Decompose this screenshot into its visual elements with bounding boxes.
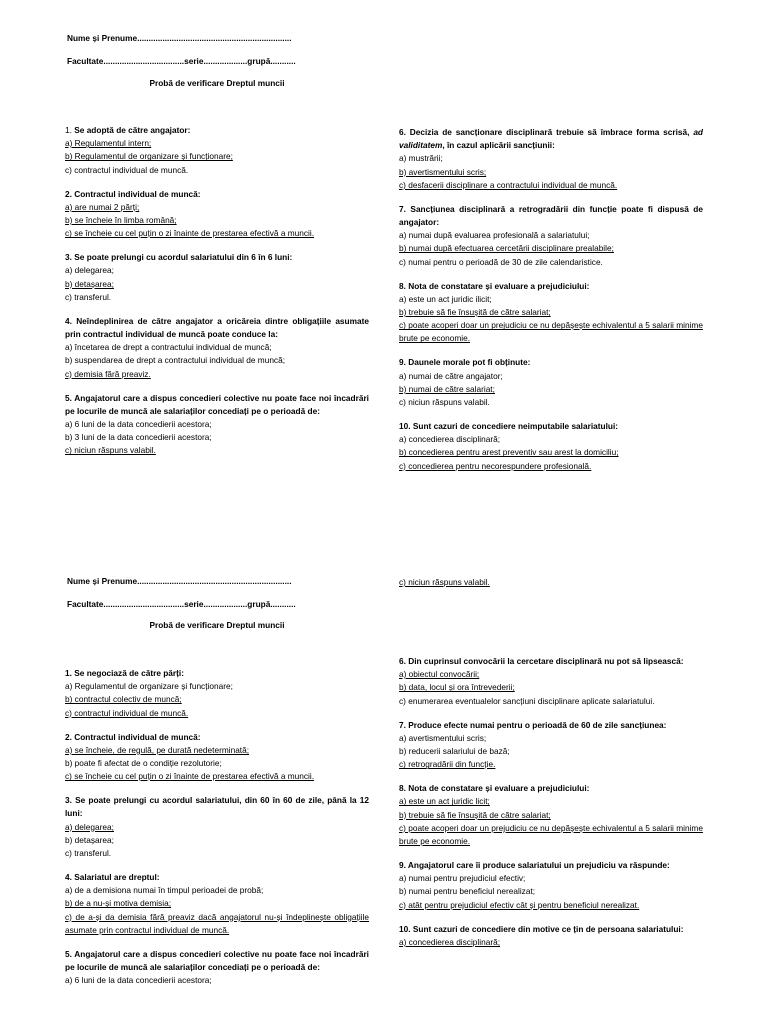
answer-option[interactable]: a) de a demisiona numai în timpul perioadei de probă;: [65, 885, 264, 896]
answer-option[interactable]: a) Regulamentul de organizare și funcționare;: [65, 681, 233, 692]
answer-option[interactable]: b) avertismentului scris;: [399, 166, 487, 177]
answer-option[interactable]: c) desfacerii disciplinare a contractului individual de muncă.: [399, 179, 618, 190]
test-title: Probă de verificare Dreptul muncii: [149, 620, 285, 630]
answer-option[interactable]: c) contractul individual de muncă.: [65, 707, 189, 718]
answer-option[interactable]: c) retrogradării din funcție.: [399, 759, 496, 770]
faculty-line: Facultate...................................serie...................grupă...........: [67, 599, 296, 609]
test-title: Probă de verificare Dreptul muncii: [149, 78, 285, 88]
answer-option[interactable]: a) numai pentru prejudiciul efectiv;: [399, 873, 526, 884]
name-line: Nume și Prenume...................................................................: [67, 576, 292, 586]
left-column: [65, 124, 369, 468]
answer-option[interactable]: c) numai pentru o perioadă de 30 de zile calendaristice.: [399, 256, 603, 267]
answer-option[interactable]: b) suspendarea de drept a contractului individual de muncă;: [65, 355, 286, 366]
answer-option[interactable]: c) concedierea pentru necorespundere profesională.: [399, 460, 592, 471]
question-9: 9. Daunele morale pot fi obținute: a) numai de către angajator; b) numai de către salariat; c) niciun răspuns valabil.: [399, 356, 703, 409]
answer-option[interactable]: c) demisia fără preaviz.: [65, 368, 151, 379]
question-10: 10. Sunt cazuri de concediere neimputabile salariatului: a) concedierea disciplinară; b) concedierea pentru arest preventiv sau arest la domiciliu; c) concedierea pentru necorespundere profesională.: [399, 420, 703, 473]
question-4: 4. Neîndeplinirea de către angajator a oricăreia dintre obligațiile asumate prin contractul individual de muncă poate conduce la: a) încetarea de drept a contractului individual de muncă; b) suspendarea de drept a contractului individual de muncă; c) demisia fără preaviz.: [65, 315, 369, 381]
answer-option[interactable]: a) delegarea;: [65, 265, 114, 276]
answer-option[interactable]: c) poate acoperi doar un prejudiciu ce nu depășește echivalentul a 5 salarii minime brute pe economie.: [399, 822, 703, 847]
right-column: [399, 126, 703, 484]
answer-option[interactable]: a) concedierea disciplinară;: [399, 936, 501, 947]
faculty-line: Facultate...................................serie...................grupă...........: [67, 56, 296, 66]
answer-option[interactable]: a) delegarea;: [65, 821, 114, 832]
answer-option[interactable]: c) niciun răspuns valabil.: [65, 445, 156, 456]
answer-option[interactable]: b) contractul colectiv de muncă;: [65, 694, 182, 705]
answer-option[interactable]: c) de a-și da demisia fără preaviz dacă angajatorul nu-și îndeplinește obligațiile asumate prin contractul individual de muncă.: [65, 911, 369, 935]
answer-option[interactable]: b) numai pentru beneficiul nerealizat;: [399, 886, 536, 897]
answer-option[interactable]: a) se încheie, de regulă, pe durată nedeterminată;: [65, 744, 250, 755]
answer-option[interactable]: b) trebuie să fie însușită de către salariat;: [399, 307, 551, 318]
question-3: 3. Se poate prelungi cu acordul salariatului din 6 în 6 luni: a) delegarea; b) detașarea; c) transferul.: [65, 251, 369, 304]
question-2: 2. Contractul individual de muncă: a) se încheie, de regulă, pe durată nedeterminată; b) poate fi afectat de o condiție rezolutorie; c) se încheie cu cel puțin o zi înainte de prestarea efectivă a muncii.: [65, 731, 369, 784]
question-5: 5. Angajatorul care a dispus concedieri colective nu poate face noi încadrări pe locurile de muncă ale salariaților concediați pe o perioadă de: a) 6 luni de la data concedierii acestora;: [65, 948, 369, 988]
answer-option[interactable]: c) contractul individual de muncă.: [65, 164, 189, 175]
answer-option[interactable]: a) concedierea disciplinară;: [399, 434, 501, 445]
question-7: 7. Sancțiunea disciplinară a retrogradării din funcție poate fi dispusă de angajator: a) numai după evaluarea profesională a salariatului; b) numai după efectuarea cercetării disciplinare prealabile; c) numai pentru o perioadă de 30 de zile calendaristice.: [399, 203, 703, 269]
question-8: 8. Nota de constatare și evaluare a prejudiciului: a) este un act juridic licit; b) trebuie să fie însușită de către salariat; c) poate acoperi doar un prejudiciu ce nu depășește echivalentul a 5 salarii minime brute pe economie.: [399, 782, 703, 848]
answer-option[interactable]: c) se încheie cu cel puțin o zi înainte de prestarea efectivă a muncii.: [65, 771, 315, 782]
answer-option[interactable]: a) numai după evaluarea profesională a salariatului;: [399, 230, 590, 241]
answer-option[interactable]: c) se încheie cu cel puțin o zi înainte de prestarea efectivă a muncii.: [65, 228, 315, 239]
answer-option[interactable]: b) 3 luni de la data concedierii acestora;: [65, 432, 212, 443]
answer-option[interactable]: c) transferul.: [65, 848, 112, 859]
question-10: 10. Sunt cazuri de concediere din motive ce țin de persoana salariatului: a) concedierea disciplinară;: [399, 923, 703, 949]
answer-option[interactable]: c) enumerarea eventualelor sancțiuni disciplinare aplicate salariatului.: [399, 695, 655, 706]
answer-option[interactable]: b) data, locul și ora întrevederii;: [399, 682, 515, 693]
question-7: 7. Produce efecte numai pentru o perioadă de 60 de zile sancțiunea: a) avertismentului scris; b) reducerii salariului de bază; c) retrogradării din funcție.: [399, 719, 703, 772]
answer-option[interactable]: b) Regulamentul de organizare și funcționare;: [65, 151, 233, 162]
answer-option[interactable]: c) poate acoperi doar un prejudiciu ce nu depășește echivalentul a 5 salarii minime brute pe economie.: [399, 320, 703, 344]
answer-option[interactable]: a) Regulamentul intern;: [65, 138, 152, 149]
answer-option[interactable]: a) este un act juridic ilicit;: [399, 293, 492, 304]
answer-option[interactable]: a) este un act juridic licit;: [399, 796, 490, 807]
right-column: [399, 655, 703, 960]
carryover-answer[interactable]: c) niciun răspuns valabil.: [399, 577, 490, 587]
answer-option[interactable]: b) se încheie în limba română;: [65, 215, 177, 226]
answer-option[interactable]: b) numai după efectuarea cercetării disciplinare prealabile;: [399, 243, 614, 254]
answer-option[interactable]: b) detașarea;: [65, 834, 114, 845]
question-6: 6. Din cuprinsul convocării la cercetare disciplinară nu pot să lipsească: a) obiectul convocării; b) data, locul și ora întrevederii; c) enumerarea eventualelor sancțiuni disciplinare aplicate salariatului.: [399, 655, 703, 708]
question-4: 4. Salariatul are dreptul: a) de a demisiona numai în timpul perioadei de probă; b) de a nu-și motiva demisia; c) de a-și da demisia fără preaviz dacă angajatorul nu-și îndeplinește obligațiile asumate prin contractul individual de muncă.: [65, 871, 369, 937]
question-9: 9. Angajatorul care îi produce salariatului un prejudiciu va răspunde: a) numai pentru prejudiciul efectiv; b) numai pentru beneficiul nerealizat; c) atât pentru prejudiciul efectiv cât și pentru beneficiul nerealizat.: [399, 859, 703, 912]
answer-option[interactable]: c) atât pentru prejudiciul efectiv cât și pentru beneficiul nerealizat.: [399, 899, 640, 910]
answer-option[interactable]: b) poate fi afectat de o condiție rezolutorie;: [65, 758, 222, 769]
question-2: 2. Contractul individual de muncă: a) are numai 2 părți; b) se încheie în limba română; c) se încheie cu cel puțin o zi înainte de prestarea efectivă a muncii.: [65, 188, 369, 241]
question-6: 6. Decizia de sancționare disciplinară trebuie să îmbrace forma scrisă, ad validitatem, în cazul aplicării sancțiunii: a) mustrării; b) avertismentului scris; c) desfacerii disciplinare a contractului individual de muncă.: [399, 126, 703, 192]
question-1: 1. Se adoptă de către angajator: a) Regulamentul intern; b) Regulamentul de organizare și funcționare; c) contractul individual de muncă.: [65, 124, 369, 177]
left-column: [65, 667, 369, 998]
answer-option[interactable]: a) avertismentului scris;: [399, 732, 487, 743]
answer-option[interactable]: a) încetarea de drept a contractului individual de muncă;: [65, 342, 272, 353]
answer-option[interactable]: b) reducerii salariului de bază;: [399, 746, 510, 757]
question-5: 5. Angajatorul care a dispus concedieri colective nu poate face noi încadrări pe locurile de muncă ale salariaților concediați pe o perioadă de: a) 6 luni de la data concedierii acestora; b) 3 luni de la data concedierii acestora; c) niciun răspuns valabil.: [65, 392, 369, 458]
answer-option[interactable]: c) transferul.: [65, 291, 112, 302]
answer-option[interactable]: b) trebuie să fie însușită de către salariat;: [399, 809, 551, 820]
answer-option[interactable]: b) detașarea;: [65, 278, 114, 289]
name-line: Nume și Prenume...................................................................: [67, 33, 292, 43]
answer-option[interactable]: a) are numai 2 părți;: [65, 201, 140, 212]
answer-option[interactable]: a) obiectul convocării;: [399, 669, 480, 680]
answer-option[interactable]: a) numai de către angajator;: [399, 370, 503, 381]
answer-option[interactable]: a) mustrării;: [399, 153, 443, 164]
answer-option[interactable]: c) niciun răspuns valabil.: [399, 397, 490, 408]
answer-option[interactable]: b) concedierea pentru arest preventiv sau arest la domiciliu;: [399, 447, 619, 458]
answer-option[interactable]: b) de a nu-și motiva demisia;: [65, 898, 172, 909]
question-8: 8. Nota de constatare și evaluare a prejudiciului: a) este un act juridic ilicit; b) trebuie să fie însușită de către salariat; c) poate acoperi doar un prejudiciu ce nu depășește echivalentul a 5 salarii minime brute pe economie.: [399, 280, 703, 346]
answer-option[interactable]: b) numai de către salariat;: [399, 383, 495, 394]
answer-option[interactable]: a) 6 luni de la data concedierii acestora;: [65, 419, 212, 430]
answer-option[interactable]: a) 6 luni de la data concedierii acestora;: [65, 975, 212, 986]
question-3: 3. Se poate prelungi cu acordul salariatului, din 60 în 60 de zile, până la 12 luni: a) delegarea; b) detașarea; c) transferul.: [65, 794, 369, 860]
question-1: 1. Se negociază de către părți: a) Regulamentul de organizare și funcționare; b) contractul colectiv de muncă; c) contractul individual de muncă.: [65, 667, 369, 720]
